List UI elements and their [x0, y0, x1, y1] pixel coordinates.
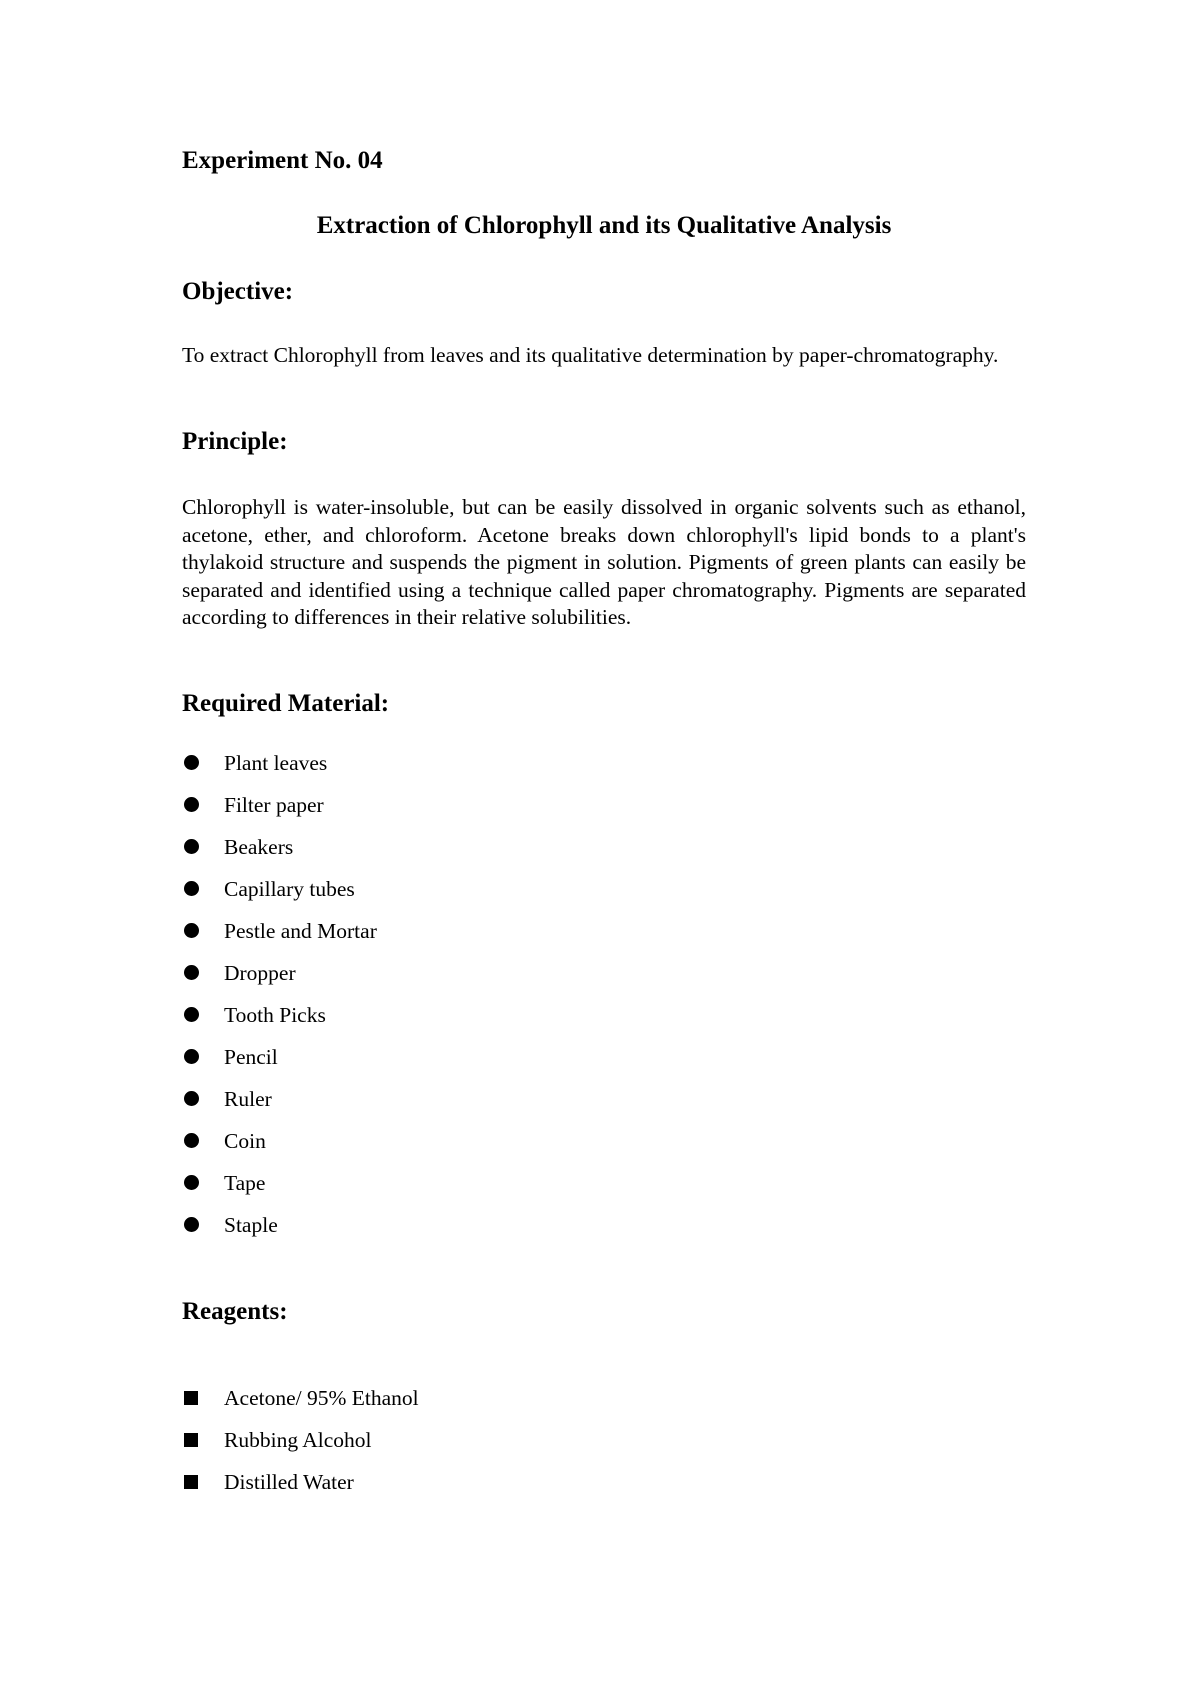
bullet-square-icon: [184, 1433, 198, 1447]
experiment-number: Experiment No. 04: [182, 147, 383, 174]
list-item-label: Tooth Picks: [224, 1003, 326, 1027]
bullet-circle-icon: [184, 1049, 199, 1064]
list-item: [182, 1162, 377, 1204]
bullet-circle-icon: [184, 881, 199, 896]
bullet-circle-icon: [184, 839, 199, 854]
list-item: [182, 1204, 377, 1246]
principle-heading: Principle:: [182, 428, 288, 455]
list-item-label: Staple: [224, 1213, 278, 1237]
list-item-label: Pencil: [224, 1045, 278, 1069]
principle-text: [182, 494, 1026, 632]
list-item-label: Coin: [224, 1129, 266, 1153]
list-item-label: Beakers: [224, 835, 294, 859]
bullet-square-icon: [184, 1391, 198, 1405]
bullet-circle-icon: [184, 923, 199, 938]
bullet-circle-icon: [184, 797, 199, 812]
list-item-label: Capillary tubes: [224, 877, 355, 901]
list-item: [182, 826, 377, 868]
list-item-label: Rubbing Alcohol: [224, 1428, 372, 1452]
list-item: [182, 784, 377, 826]
document-title: Extraction of Chlorophyll and its Qualitative Analysis: [316, 212, 892, 239]
list-item-label: Dropper: [224, 961, 296, 985]
list-item: [182, 1419, 419, 1461]
list-item: [182, 1377, 419, 1419]
objective-text: [182, 342, 1026, 370]
materials-heading: Required Material:: [182, 690, 390, 717]
list-item: [182, 952, 377, 994]
bullet-circle-icon: [184, 965, 199, 980]
bullet-circle-icon: [184, 1175, 199, 1190]
objective-heading: Objective:: [182, 278, 294, 305]
list-item-label: Plant leaves: [224, 751, 328, 775]
list-item: [182, 1078, 377, 1120]
reagents-heading: Reagents:: [182, 1298, 288, 1325]
list-item: [182, 1461, 419, 1503]
list-item: [182, 742, 377, 784]
bullet-circle-icon: [184, 1007, 199, 1022]
list-item: [182, 994, 377, 1036]
list-item: [182, 910, 377, 952]
list-item: [182, 1120, 377, 1162]
bullet-square-icon: [184, 1475, 198, 1489]
list-item-label: Acetone/ 95% Ethanol: [224, 1386, 419, 1410]
list-item: [182, 868, 377, 910]
bullet-circle-icon: [184, 755, 199, 770]
list-item-label: Ruler: [224, 1087, 272, 1111]
objective-paragraph: To extract Chlorophyll from leaves and its qualitative determination by paper-chromatography.: [182, 343, 999, 367]
reagents-list: [182, 1377, 419, 1503]
bullet-circle-icon: [184, 1133, 199, 1148]
list-item-label: Distilled Water: [224, 1470, 354, 1494]
bullet-circle-icon: [184, 1217, 199, 1232]
principle-paragraph: Chlorophyll is water-insoluble, but can be easily dissolved in organic solvents such as ethanol, acetone, ether, and chloroform. Acetone breaks down chlorophyll's lipid bonds to a plant's thylakoid structure and suspends the pigment in solution. Pigments of green plants can easily be separated and identified using a technique called paper chromatography. Pigments are separated according to differences in their relative solubilities.: [182, 495, 1026, 629]
materials-list: [182, 742, 377, 1246]
list-item-label: Tape: [224, 1171, 266, 1195]
list-item-label: Filter paper: [224, 793, 324, 817]
list-item-label: Pestle and Mortar: [224, 919, 377, 943]
bullet-circle-icon: [184, 1091, 199, 1106]
list-item: [182, 1036, 377, 1078]
